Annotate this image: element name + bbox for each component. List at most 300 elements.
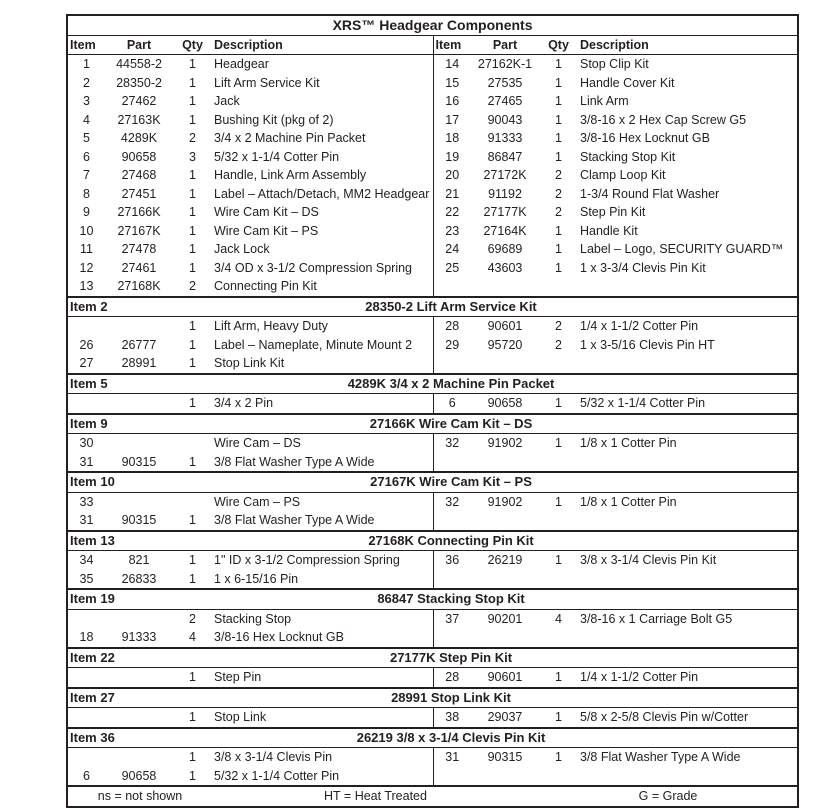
item-number-cell: 6: [83, 768, 90, 783]
item-number-cell: 3: [83, 94, 90, 109]
quantity-cell: 2: [189, 611, 196, 626]
part-number-cell: 27468: [121, 168, 157, 183]
description-cell: 5/8 x 2-5/8 Clevis Pin w/Cotter: [580, 710, 749, 725]
table-row: [67, 394, 798, 414]
item-number-cell: [67, 748, 105, 767]
part-number-cell: [105, 609, 173, 628]
section-header: [67, 374, 798, 394]
description-cell: 3/4 x 2 Machine Pin Packet: [212, 129, 433, 148]
description-cell: Stop Clip Kit: [580, 57, 649, 72]
item-number-cell: 16: [445, 94, 460, 109]
item-number-cell: 29: [445, 337, 460, 352]
item-number-cell: 20: [445, 168, 460, 183]
part-number-cell: 26833: [121, 571, 157, 586]
item-number-cell: 31: [79, 454, 94, 469]
table-row: [67, 166, 798, 185]
quantity-cell: 1: [189, 571, 196, 586]
part-number-cell: 90658: [121, 768, 157, 783]
quantity-cell: 1: [555, 242, 562, 257]
description-cell: Step Pin Kit: [580, 205, 646, 220]
quantity-cell: 1: [189, 454, 196, 469]
item-number-cell: 13: [79, 279, 94, 294]
description-cell: 3/4 x 2 Pin: [212, 394, 433, 414]
header-description: Description: [578, 35, 798, 55]
part-number-cell: [471, 453, 539, 473]
table-row: [67, 336, 798, 355]
section-header: [67, 688, 798, 708]
quantity-cell: 1: [189, 260, 196, 275]
quantity-cell: 1: [189, 186, 196, 201]
part-number-cell: 27465: [487, 94, 523, 109]
description-cell: Step Pin: [212, 668, 433, 688]
quantity-cell: 2: [555, 337, 562, 352]
item-number-cell: 15: [445, 75, 460, 90]
legend-ns: ns = not shown: [67, 786, 212, 807]
section-item-label: Item 19: [67, 589, 105, 609]
quantity-cell: 1: [555, 750, 562, 765]
description-cell: [578, 767, 798, 787]
part-number-cell: 90315: [121, 454, 157, 469]
quantity-cell: 1: [189, 94, 196, 109]
description-cell: 3/4 OD x 3-1/2 Compression Spring: [212, 259, 433, 278]
section-title: 27177K Step Pin Kit: [105, 648, 798, 668]
item-number-cell: 11: [80, 242, 93, 257]
quantity-cell: 1: [189, 356, 196, 371]
part-number-cell: [105, 708, 173, 728]
part-number-cell: [105, 668, 173, 688]
description-cell: 3/8 Flat Washer Type A Wide: [580, 750, 741, 765]
part-number-cell: 91902: [487, 436, 523, 451]
section-title: 27168K Connecting Pin Kit: [105, 531, 798, 551]
part-number-cell: 26219: [487, 553, 523, 568]
table-row: [67, 129, 798, 148]
part-number-cell: 91333: [121, 630, 157, 645]
section-header: [67, 297, 798, 317]
quantity-cell: 4: [555, 611, 562, 626]
item-number-cell: [433, 570, 471, 590]
item-number-cell: 30: [79, 436, 94, 451]
description-cell: 5/32 x 1-1/4 Cotter Pin: [212, 148, 433, 167]
header-description: Description: [212, 35, 433, 55]
section-title: 27167K Wire Cam Kit – PS: [105, 472, 798, 492]
description-cell: 5/32 x 1-1/4 Cotter Pin: [580, 396, 706, 411]
item-number-cell: 18: [445, 131, 460, 146]
part-number-cell: 91902: [487, 494, 523, 509]
quantity-cell: 2: [555, 319, 562, 334]
part-number-cell: 26777: [121, 337, 157, 352]
item-number-cell: [67, 708, 105, 728]
item-number-cell: 19: [445, 149, 460, 164]
section-header: [67, 648, 798, 668]
table-row: [67, 240, 798, 259]
quantity-cell: [539, 511, 578, 531]
legend-ht: HT = Heat Treated: [212, 786, 539, 807]
description-cell: [578, 277, 798, 297]
item-number-cell: 33: [79, 494, 94, 509]
part-number-cell: 27167K: [117, 223, 161, 238]
item-number-cell: 27: [79, 356, 94, 371]
quantity-cell: 1: [189, 319, 196, 334]
quantity-cell: 1: [555, 75, 562, 90]
item-number-cell: 23: [445, 223, 460, 238]
part-number-cell: [471, 570, 539, 590]
quantity-cell: 1: [189, 337, 196, 352]
quantity-cell: 1: [189, 205, 196, 220]
item-number-cell: [433, 511, 471, 531]
table-row: [67, 74, 798, 93]
description-cell: Stacking Stop Kit: [580, 149, 676, 164]
quantity-cell: 1: [555, 131, 562, 146]
quantity-cell: [539, 628, 578, 648]
parts-table: [66, 14, 799, 808]
description-cell: 3/8 x 3-1/4 Clevis Pin: [212, 748, 433, 767]
item-number-cell: 21: [445, 186, 460, 201]
description-cell: [578, 453, 798, 473]
quantity-cell: [173, 434, 212, 453]
item-number-cell: 31: [79, 513, 94, 528]
description-cell: Jack: [212, 92, 433, 111]
item-number-cell: 28: [445, 670, 460, 685]
quantity-cell: 1: [555, 57, 562, 72]
description-cell: Lift Arm, Heavy Duty: [212, 317, 433, 336]
part-number-cell: 27462: [121, 94, 157, 109]
item-number-cell: 24: [445, 242, 460, 257]
description-cell: Wire Cam – PS: [212, 492, 433, 511]
part-number-cell: 90658: [121, 149, 157, 164]
table-row: [67, 111, 798, 130]
part-number-cell: 821: [128, 553, 150, 568]
description-cell: 3/8-16 x 2 Hex Cap Screw G5: [580, 112, 747, 127]
quantity-cell: 3: [189, 149, 196, 164]
description-cell: Headgear: [212, 55, 433, 74]
item-number-cell: 12: [79, 260, 94, 275]
part-number-cell: 90315: [487, 750, 523, 765]
description-cell: 1/4 x 1-1/2 Cotter Pin: [580, 670, 699, 685]
description-cell: 3/8 x 3-1/4 Clevis Pin Kit: [580, 553, 717, 568]
part-number-cell: 27478: [121, 242, 157, 257]
item-number-cell: 22: [445, 205, 460, 220]
description-cell: Label – Logo, SECURITY GUARD™: [580, 242, 784, 257]
item-number-cell: 10: [79, 223, 94, 238]
table-row: [67, 551, 798, 570]
table-row: [67, 354, 798, 374]
quantity-cell: 1: [555, 260, 562, 275]
quantity-cell: 1: [189, 768, 196, 783]
part-number-cell: 90658: [487, 396, 523, 411]
section-header: [67, 728, 798, 748]
item-number-cell: 7: [83, 168, 90, 183]
table-row: [67, 609, 798, 628]
item-number-cell: 28: [445, 319, 460, 334]
quantity-cell: 1: [189, 57, 196, 72]
quantity-cell: 1: [555, 94, 562, 109]
section-title: 26219 3/8 x 3-1/4 Clevis Pin Kit: [105, 728, 798, 748]
item-number-cell: 6: [448, 396, 456, 411]
quantity-cell: 1: [189, 223, 196, 238]
part-number-cell: 28350-2: [116, 75, 162, 90]
section-title: 28350-2 Lift Arm Service Kit: [105, 297, 798, 317]
header-item: Item: [67, 35, 105, 55]
section-item-label: Item 10: [67, 472, 105, 492]
table-row: [67, 317, 798, 336]
description-cell: 1/8 x 1 Cotter Pin: [580, 494, 677, 509]
quantity-cell: 1: [189, 112, 196, 127]
quantity-cell: 1: [555, 149, 562, 164]
quantity-cell: 1: [555, 670, 562, 685]
part-number-cell: [105, 394, 173, 414]
legend-grade: G = Grade: [539, 786, 798, 807]
item-number-cell: [433, 453, 471, 473]
quantity-cell: [539, 570, 578, 590]
part-number-cell: 27451: [121, 186, 157, 201]
part-number-cell: 29037: [487, 710, 523, 725]
header-qty: Qty: [539, 35, 578, 55]
item-number-cell: 17: [445, 112, 460, 127]
part-number-cell: 95720: [487, 337, 523, 352]
description-cell: Jack Lock: [212, 240, 433, 259]
section-title: 27166K Wire Cam Kit – DS: [105, 414, 798, 434]
item-number-cell: 9: [83, 205, 90, 220]
item-number-cell: 36: [445, 553, 460, 568]
table-row: [67, 92, 798, 111]
section-title: 4289K 3/4 x 2 Machine Pin Packet: [105, 374, 798, 394]
section-item-label: Item 13: [67, 531, 105, 551]
part-number-cell: 27535: [487, 75, 523, 90]
item-number-cell: 25: [445, 260, 460, 275]
table-row: [67, 570, 798, 590]
section-item-label: Item 27: [67, 688, 105, 708]
part-number-cell: [105, 434, 173, 453]
item-number-cell: [433, 354, 471, 374]
quantity-cell: 1: [555, 223, 562, 238]
description-cell: 1" ID x 3-1/2 Compression Spring: [212, 551, 433, 570]
description-cell: [578, 570, 798, 590]
item-number-cell: [67, 668, 105, 688]
item-number-cell: 26: [79, 337, 94, 352]
description-cell: Handle, Link Arm Assembly: [212, 166, 433, 185]
table-row: [67, 767, 798, 787]
table-row: [67, 277, 798, 297]
item-number-cell: 5: [83, 131, 90, 146]
table-row: [67, 185, 798, 204]
part-number-cell: 90601: [487, 319, 523, 334]
section-item-label: Item 9: [67, 414, 105, 434]
section-item-label: Item 22: [67, 648, 105, 668]
parts-table-body: [67, 55, 798, 787]
quantity-cell: 1: [555, 112, 562, 127]
table-row: [67, 148, 798, 167]
part-number-cell: [471, 767, 539, 787]
description-cell: Handle Cover Kit: [580, 75, 675, 90]
section-item-label: Item 36: [67, 728, 105, 748]
quantity-cell: 1: [555, 436, 562, 451]
part-number-cell: [105, 748, 173, 767]
table-row: [67, 55, 798, 74]
quantity-cell: 1: [189, 242, 196, 257]
part-number-cell: 91192: [488, 186, 522, 201]
description-cell: 1 x 3-3/4 Clevis Pin Kit: [580, 260, 706, 275]
quantity-cell: 1: [555, 553, 562, 568]
table-row: [67, 668, 798, 688]
description-cell: 3/8-16 Hex Locknut GB: [212, 628, 433, 648]
item-number-cell: 34: [79, 553, 94, 568]
description-cell: [578, 354, 798, 374]
quantity-cell: 1: [189, 396, 196, 411]
table-row: [67, 222, 798, 241]
description-cell: 1 x 6-15/16 Pin: [212, 570, 433, 590]
description-cell: 5/32 x 1-1/4 Cotter Pin: [212, 767, 433, 787]
item-number-cell: 1: [83, 57, 90, 72]
table-row: [67, 434, 798, 453]
section-title: 86847 Stacking Stop Kit: [105, 589, 798, 609]
part-number-cell: 27461: [121, 260, 157, 275]
item-number-cell: 38: [445, 710, 460, 725]
quantity-cell: [173, 492, 212, 511]
section-item-label: Item 2: [67, 297, 105, 317]
item-number-cell: 18: [79, 630, 94, 645]
quantity-cell: 1: [189, 710, 196, 725]
part-number-cell: 27172K: [483, 168, 527, 183]
quantity-cell: 1: [555, 710, 562, 725]
description-cell: Bushing Kit (pkg of 2): [212, 111, 433, 130]
description-cell: Connecting Pin Kit: [212, 277, 433, 297]
item-number-cell: [433, 277, 471, 297]
part-number-cell: 4289K: [120, 131, 158, 146]
table-row: [67, 748, 798, 767]
part-number-cell: 91333: [487, 131, 523, 146]
item-number-cell: 8: [83, 186, 90, 201]
section-item-label: Item 5: [67, 374, 105, 394]
quantity-cell: 1: [555, 494, 562, 509]
item-number-cell: 2: [83, 75, 90, 90]
description-cell: [578, 511, 798, 531]
description-cell: Clamp Loop Kit: [580, 168, 666, 183]
description-cell: 1-3/4 Round Flat Washer: [580, 186, 720, 201]
part-number-cell: 27163K: [117, 112, 161, 127]
item-number-cell: 4: [83, 112, 90, 127]
table-row: [67, 511, 798, 531]
item-number-cell: [67, 609, 105, 628]
description-cell: [578, 628, 798, 648]
description-cell: Wire Cam Kit – DS: [212, 203, 433, 222]
item-number-cell: 32: [445, 436, 460, 451]
item-number-cell: [67, 394, 105, 414]
part-number-cell: 27168K: [117, 279, 161, 294]
description-cell: 3/8-16 x 1 Carriage Bolt G5: [580, 611, 733, 626]
header-qty: Qty: [173, 35, 212, 55]
description-cell: Label – Nameplate, Minute Mount 2: [212, 336, 433, 355]
description-cell: Wire Cam Kit – PS: [212, 222, 433, 241]
part-number-cell: 90201: [487, 611, 523, 626]
part-number-cell: 27164K: [483, 223, 527, 238]
header-item: Item: [433, 35, 471, 55]
part-number-cell: 90601: [487, 670, 523, 685]
quantity-cell: 1: [189, 75, 196, 90]
description-cell: 1/8 x 1 Cotter Pin: [580, 436, 677, 451]
quantity-cell: [539, 354, 578, 374]
description-cell: Label – Attach/Detach, MM2 Headgear: [212, 185, 433, 204]
part-number-cell: 90315: [121, 513, 157, 528]
quantity-cell: 1: [189, 168, 196, 183]
quantity-cell: 2: [555, 205, 562, 220]
part-number-cell: 28991: [121, 356, 157, 371]
table-title: XRS™ Headgear Components: [67, 15, 798, 35]
description-cell: 1/4 x 1-1/2 Cotter Pin: [580, 319, 699, 334]
header-part: Part: [105, 35, 173, 55]
description-cell: Link Arm: [580, 94, 629, 109]
description-cell: Stop Link: [212, 708, 433, 728]
quantity-cell: 1: [555, 396, 562, 411]
table-row: [67, 628, 798, 648]
quantity-cell: 1: [189, 553, 196, 568]
section-header: [67, 472, 798, 492]
description-cell: Wire Cam – DS: [212, 434, 433, 453]
part-number-cell: [471, 277, 539, 297]
description-cell: 1 x 3-5/16 Clevis Pin HT: [580, 337, 715, 352]
item-number-cell: 14: [445, 57, 460, 72]
item-number-cell: 32: [445, 494, 460, 509]
item-number-cell: [67, 317, 105, 336]
item-number-cell: 6: [83, 149, 90, 164]
part-number-cell: 27166K: [117, 205, 161, 220]
quantity-cell: 4: [189, 630, 196, 645]
table-row: [67, 492, 798, 511]
part-number-cell: 44558-2: [116, 57, 162, 72]
part-number-cell: 90043: [487, 112, 523, 127]
section-header: [67, 414, 798, 434]
part-number-cell: [105, 317, 173, 336]
quantity-cell: [539, 453, 578, 473]
quantity-cell: [539, 767, 578, 787]
item-number-cell: 35: [79, 571, 94, 586]
quantity-cell: 1: [189, 750, 196, 765]
part-number-cell: [471, 628, 539, 648]
quantity-cell: 2: [189, 279, 196, 294]
description-cell: Stop Link Kit: [212, 354, 433, 374]
legend-row: [67, 786, 798, 807]
section-header: [67, 531, 798, 551]
item-number-cell: 31: [445, 750, 460, 765]
part-number-cell: [471, 511, 539, 531]
part-number-cell: [105, 492, 173, 511]
item-number-cell: [433, 628, 471, 648]
section-header: [67, 589, 798, 609]
quantity-cell: 1: [189, 670, 196, 685]
header-part: Part: [471, 35, 539, 55]
item-number-cell: [433, 767, 471, 787]
part-number-cell: 43603: [487, 260, 523, 275]
description-cell: 3/8-16 Hex Locknut GB: [580, 131, 710, 146]
description-cell: Handle Kit: [580, 223, 638, 238]
description-cell: 3/8 Flat Washer Type A Wide: [212, 511, 433, 531]
table-row: [67, 203, 798, 222]
table-row: [67, 453, 798, 473]
part-number-cell: 86847: [487, 149, 523, 164]
description-cell: 3/8 Flat Washer Type A Wide: [212, 453, 433, 473]
table-row: [67, 259, 798, 278]
part-number-cell: 69689: [487, 242, 523, 257]
table-row: [67, 708, 798, 728]
part-number-cell: 27162K-1: [477, 57, 533, 72]
part-number-cell: [471, 354, 539, 374]
quantity-cell: 2: [189, 131, 196, 146]
description-cell: Stacking Stop: [212, 609, 433, 628]
part-number-cell: 27177K: [483, 205, 527, 220]
quantity-cell: 1: [189, 513, 196, 528]
description-cell: Lift Arm Service Kit: [212, 74, 433, 93]
quantity-cell: 2: [555, 186, 562, 201]
quantity-cell: [539, 277, 578, 297]
